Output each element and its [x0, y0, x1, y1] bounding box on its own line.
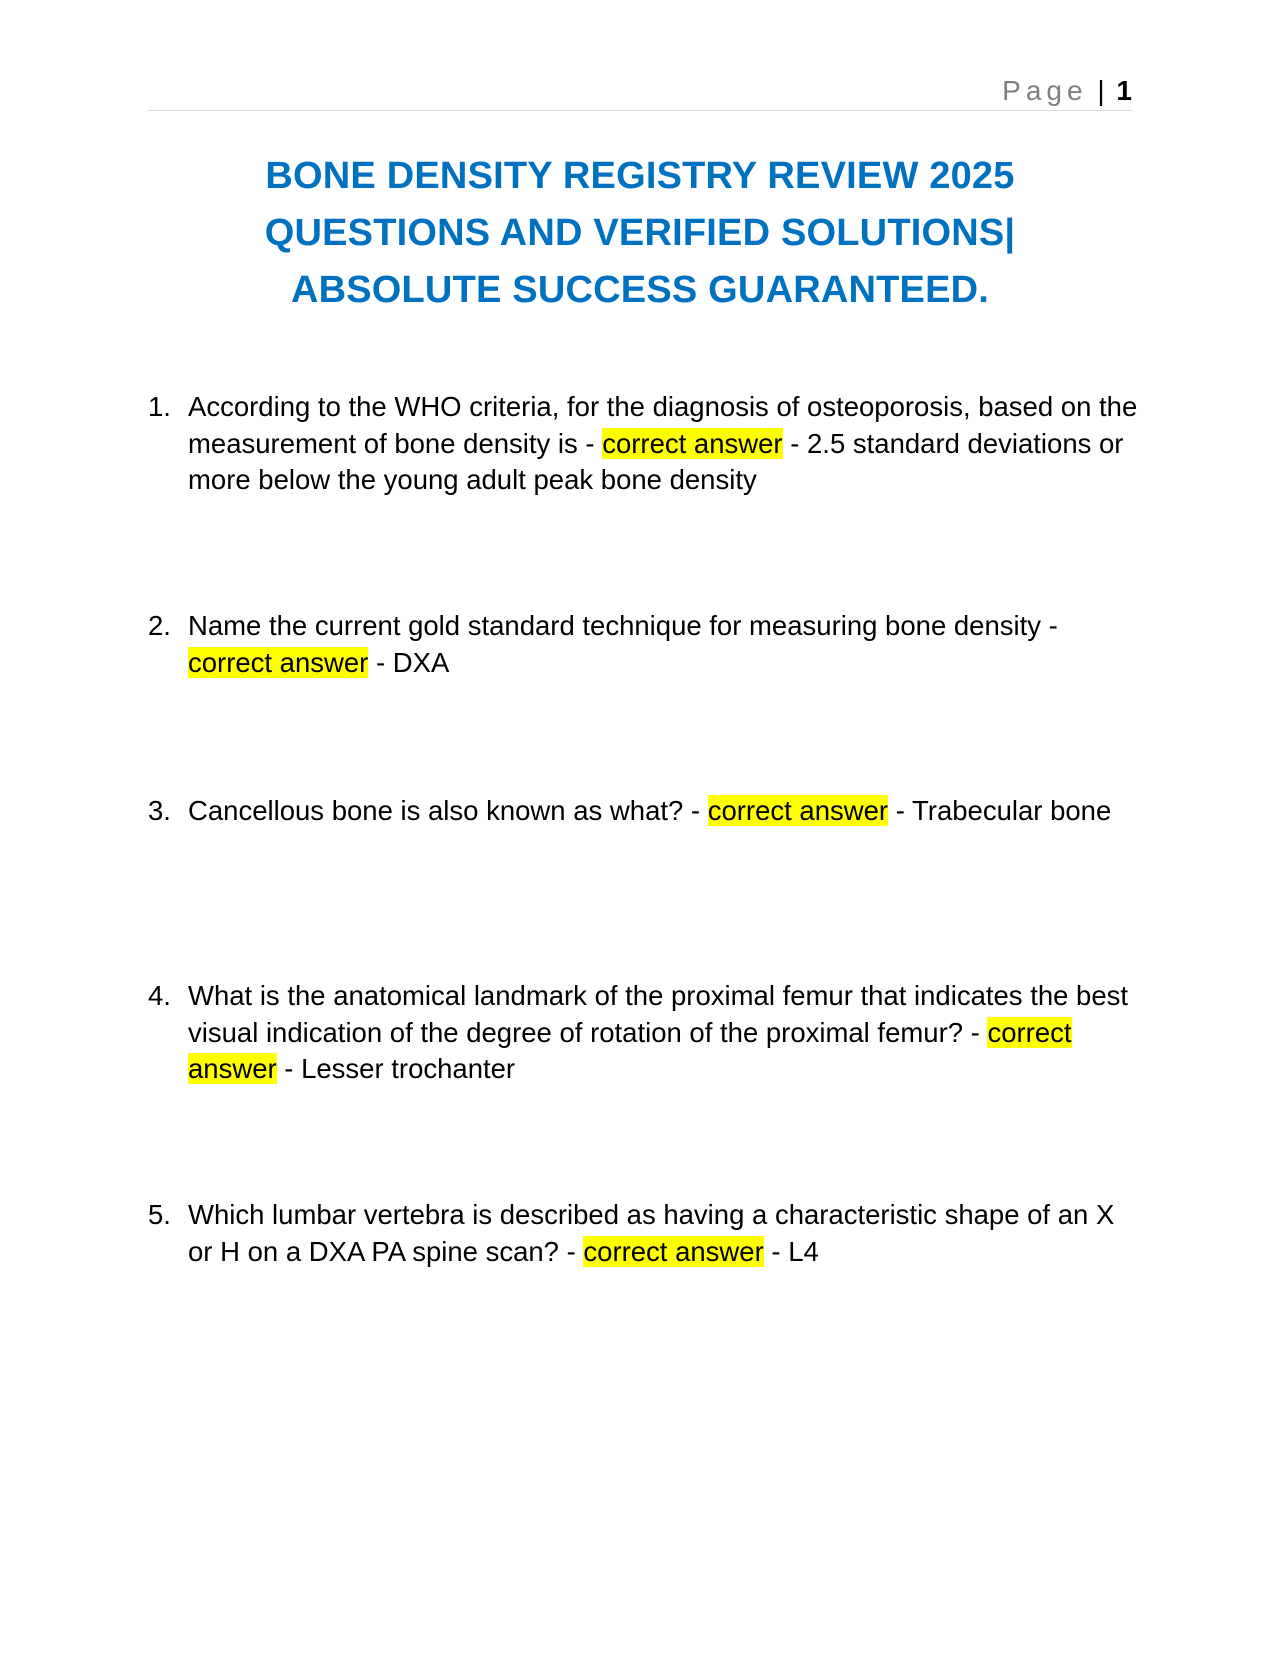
correct-answer-marker: correct answer: [602, 427, 783, 459]
question-text: Name the current gold standard technique for measuring bone density -: [188, 610, 1058, 641]
page-separator: |: [1097, 75, 1105, 106]
question-number: 1.: [148, 391, 171, 422]
question-body: [188, 389, 1138, 499]
question-item: [148, 389, 1138, 499]
title-line: QUESTIONS AND VERIFIED SOLUTIONS|: [264, 212, 1016, 254]
question-item: [148, 1197, 1138, 1270]
answer-text: - L4: [771, 1235, 819, 1267]
title-line: BONE DENSITY REGISTRY REVIEW 2025: [265, 155, 1015, 197]
question-text: What is the anatomical landmark of the proximal femur that indicates the best visual indication of the degree of rotation of the proximal femur? -: [188, 980, 1129, 1048]
answer-text: - Lesser trochanter: [284, 1053, 516, 1084]
question-body: [188, 978, 1138, 1088]
question-text: According to the WHO criteria, for the diagnosis of osteoporosis, based on the measurement of bone density is -: [188, 391, 1138, 459]
question-number: 5.: [148, 1199, 171, 1230]
document-title: [148, 148, 1132, 319]
correct-answer-marker: correct answer: [583, 1235, 764, 1267]
question-body: [188, 793, 1138, 830]
title-line: ABSOLUTE SUCCESS GUARANTEED.: [290, 269, 990, 311]
correct-answer-marker: correct answer: [707, 795, 889, 826]
question-text: Cancellous bone is also known as what? -: [188, 795, 701, 826]
question-number: 4.: [148, 980, 171, 1011]
question-number: 3.: [148, 795, 171, 826]
question-item: [148, 978, 1138, 1088]
answer-text: - Trabecular bone: [895, 795, 1112, 826]
page-header: [148, 72, 1132, 111]
answer-text: - DXA: [375, 646, 450, 678]
answer-text: - 2.5 standard deviations or more below the young adult peak bone density: [188, 427, 1124, 495]
question-number: 2.: [148, 610, 171, 641]
page-label: Page: [1002, 75, 1088, 106]
correct-answer-marker: correct answer: [188, 1016, 1072, 1084]
page-number: 1: [1116, 75, 1132, 106]
question-body: [188, 608, 1138, 681]
question-body: [188, 1197, 1138, 1270]
question-text: Which lumbar vertebra is described as having a characteristic shape of an X or H on a DXA PA spine scan? -: [188, 1199, 1115, 1267]
question-item: [148, 793, 1138, 830]
question-item: [148, 608, 1138, 681]
correct-answer-marker: correct answer: [188, 646, 369, 678]
